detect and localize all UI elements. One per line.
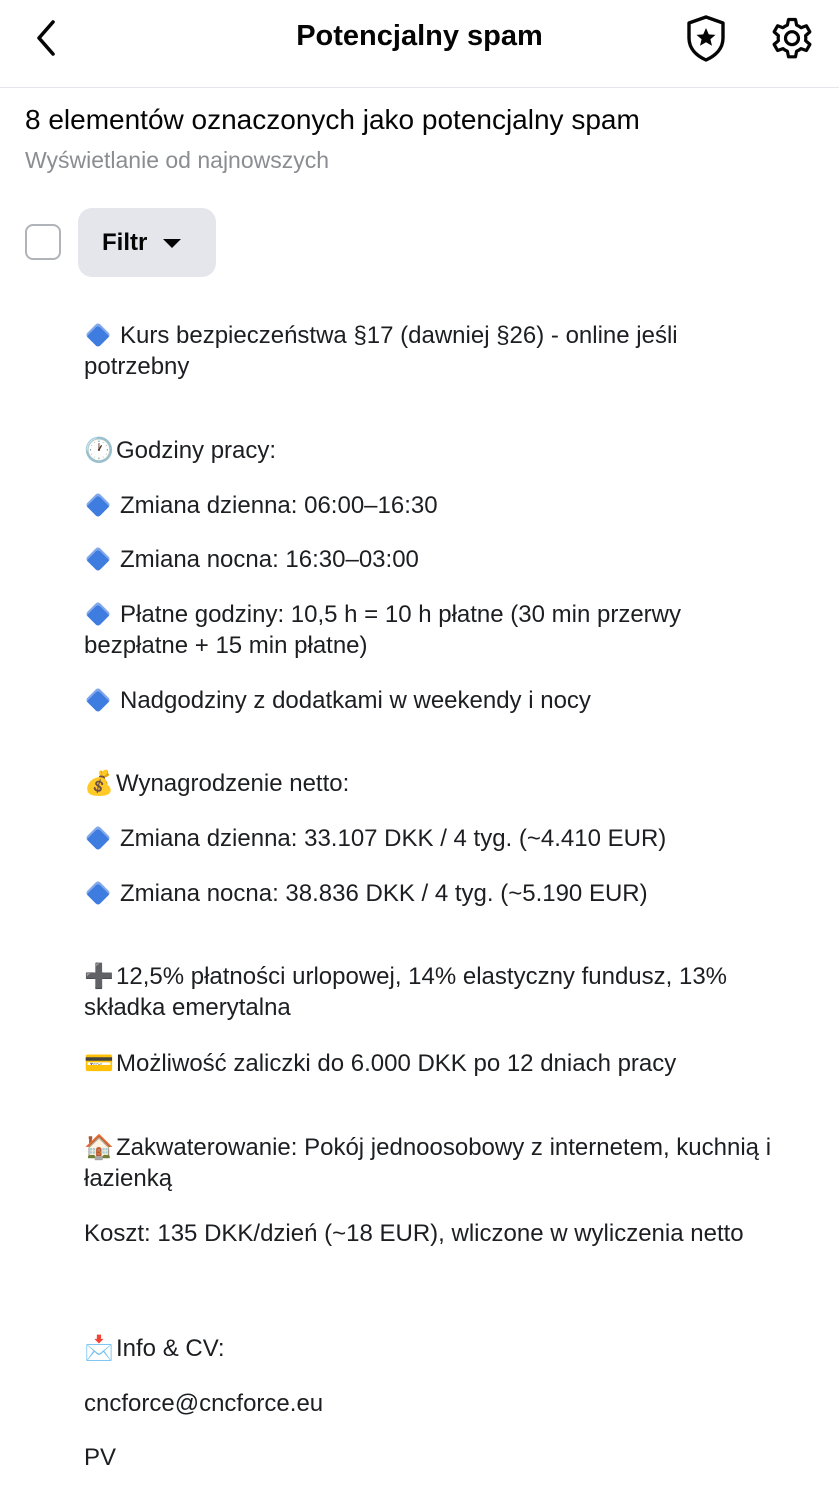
message-line: ➕12,5% płatności urlopowej, 14% elastyczny fundusz, 13% składka emerytalna [84,963,728,1021]
shield-star-icon [684,14,728,62]
top-bar [0,0,839,88]
blue-diamond-icon [85,880,110,905]
chevron-left-icon [33,18,59,58]
contact-email[interactable]: cncforce@cncforce.eu [84,1390,324,1417]
page-title: Potencjalny spam [296,20,543,52]
message-line: 🕐Godziny pracy: [84,437,277,464]
message-line: 📩Info & CV: [84,1335,225,1362]
blue-diamond-icon [85,546,110,571]
blue-diamond-icon [85,322,110,347]
back-button[interactable] [22,14,70,62]
blue-diamond-icon [85,492,110,517]
filter-label: Filtr [102,228,148,256]
clipped-previous-line [84,284,91,290]
plus-icon: ➕ [84,963,114,990]
blue-diamond-icon [85,687,110,712]
message-line: Zmiana dzienna: 06:00–16:30 [84,490,774,521]
house-icon: 🏠 [84,1134,114,1161]
filter-button[interactable] [78,208,216,277]
select-all-checkbox[interactable] [25,224,61,260]
blue-diamond-icon [85,825,110,850]
message-line: Płatne godziny: 10,5 h = 10 h płatne (30 min przerwy bezpłatne + 15 min płatne) [84,601,681,659]
message-line: Zmiana nocna: 16:30–03:00 [84,544,774,575]
credit-card-icon: 💳 [84,1050,114,1077]
message-line: Zmiana nocna: 38.836 DKK / 4 tyg. (~5.190 EUR) [84,878,774,909]
clock-icon: 🕐 [84,437,114,464]
message-body[interactable] [0,284,839,1500]
message-line: 💰Wynagrodzenie netto: [84,770,350,797]
message-line: 💳Możliwość zaliczki do 6.000 DKK po 12 dniach pracy [84,1050,677,1077]
message-line: Nadgodziny z dodatkami w weekendy i nocy [84,685,774,716]
spam-protection-button[interactable] [680,12,732,64]
gear-icon [769,15,815,61]
money-bag-icon: 💰 [84,770,114,797]
settings-button[interactable] [766,12,818,64]
envelope-arrow-icon: 📩 [84,1335,114,1362]
blue-diamond-icon [85,601,110,626]
message-line: Zmiana dzienna: 33.107 DKK / 4 tyg. (~4.410 EUR) [84,823,774,854]
message-line: 🏠Zakwaterowanie: Pokój jednoosobowy z internetem, kuchnią i łazienką [84,1134,772,1192]
message-line: Koszt: 135 DKK/dzień (~18 EUR), wliczone w wyliczenia netto [84,1220,744,1247]
spam-count-heading: 8 elementów oznaczonych jako potencjalny spam [25,104,640,135]
caret-down-icon [163,239,181,248]
sort-order-label: Wyświetlanie od najnowszych [25,147,330,173]
message-line: Kurs bezpieczeństwa §17 (dawniej §26) - online jeśli potrzebny [84,322,678,380]
message-line: PV [84,1444,117,1471]
